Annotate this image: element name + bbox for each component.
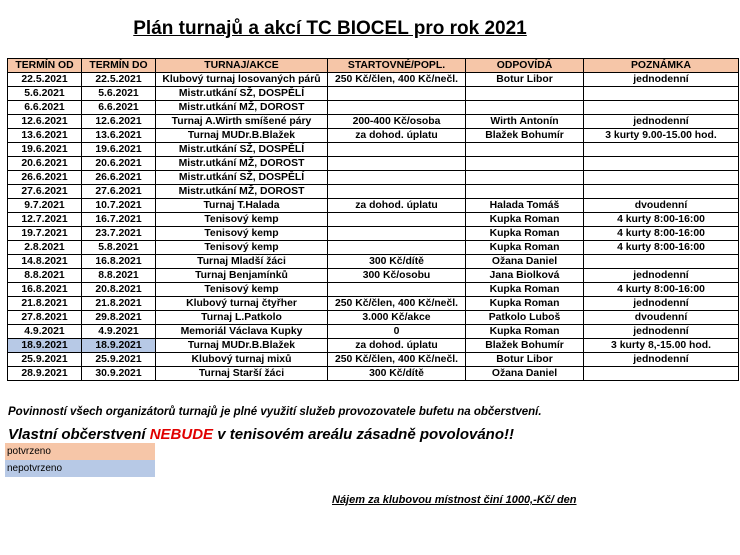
cell-odpovida: Patkolo Luboš [466,311,584,325]
cell-turnaj-akce: Mistr.utkání SŽ, DOSPĚLÍ [156,87,328,101]
cell-startovne: 300 Kč/osobu [328,269,466,283]
cell-startovne [328,143,466,157]
cell-termin-od: 18.9.2021 [8,339,82,353]
cell-poznamka: 3 kurty 8,-15.00 hod. [584,339,739,353]
cell-odpovida: Wirth Antonín [466,115,584,129]
cell-startovne: 300 Kč/dítě [328,255,466,269]
cell-turnaj-akce: Mistr.utkání MŽ, DOROST [156,101,328,115]
cell-termin-od: 5.6.2021 [8,87,82,101]
cell-startovne: 300 Kč/dítě [328,367,466,381]
legend-unconfirmed: nepotvrzeno [5,460,155,477]
cell-termin-od: 27.6.2021 [8,185,82,199]
cell-termin-od: 19.6.2021 [8,143,82,157]
cell-odpovida [466,143,584,157]
cell-odpovida [466,87,584,101]
table-row [8,297,739,311]
cell-poznamka [584,171,739,185]
cell-turnaj-akce: Turnaj L.Patkolo [156,311,328,325]
cell-turnaj-akce: Tenisový kemp [156,213,328,227]
cell-poznamka: 4 kurty 8:00-16:00 [584,283,739,297]
cell-termin-od: 22.5.2021 [8,73,82,87]
schedule-table [7,58,739,381]
cell-termin-do: 29.8.2021 [82,311,156,325]
table-row [8,241,739,255]
cell-startovne [328,171,466,185]
cell-turnaj-akce: Turnaj Benjamínků [156,269,328,283]
cell-termin-do: 16.7.2021 [82,213,156,227]
cell-odpovida: Botur Libor [466,353,584,367]
cell-startovne: 3.000 Kč/akce [328,311,466,325]
cell-termin-do: 20.6.2021 [82,157,156,171]
cell-termin-do: 8.8.2021 [82,269,156,283]
cell-odpovida: Kupka Roman [466,241,584,255]
cell-odpovida: Blažek Bohumír [466,129,584,143]
cell-startovne: 0 [328,325,466,339]
table-row [8,171,739,185]
cell-termin-od: 12.7.2021 [8,213,82,227]
cell-poznamka: dvoudenní [584,199,739,213]
cell-turnaj-akce: Klubový turnaj čtyřher [156,297,328,311]
cell-termin-do: 26.6.2021 [82,171,156,185]
cell-termin-od: 12.6.2021 [8,115,82,129]
cell-odpovida [466,157,584,171]
cell-poznamka: jednodenní [584,297,739,311]
cell-poznamka [584,255,739,269]
cell-poznamka [584,185,739,199]
cell-termin-od: 9.7.2021 [8,199,82,213]
cell-startovne [328,283,466,297]
cell-odpovida: Kupka Roman [466,297,584,311]
cell-termin-od: 8.8.2021 [8,269,82,283]
cell-turnaj-akce: Mistr.utkání MŽ, DOROST [156,185,328,199]
cell-odpovida: Ožana Daniel [466,367,584,381]
cell-odpovida [466,185,584,199]
table-row [8,353,739,367]
cell-termin-do: 25.9.2021 [82,353,156,367]
no-own-refreshments-text-1: Vlastní občerstvení [8,426,150,443]
table-row [8,157,739,171]
cell-poznamka: jednodenní [584,269,739,283]
cell-startovne: 250 Kč/člen, 400 Kč/nečl. [328,73,466,87]
cell-odpovida: Kupka Roman [466,283,584,297]
cell-turnaj-akce: Turnaj A.Wirth smíšené páry [156,115,328,129]
buffet-duty-note: Povinností všech organizátorů turnajů je plné využití služeb provozovatele bufetu na občerstvení. [8,406,542,418]
cell-termin-od: 14.8.2021 [8,255,82,269]
cell-termin-do: 10.7.2021 [82,199,156,213]
table-row [8,115,739,129]
cell-turnaj-akce: Klubový turnaj mixů [156,353,328,367]
cell-termin-do: 12.6.2021 [82,115,156,129]
cell-turnaj-akce: Turnaj Mladší žáci [156,255,328,269]
cell-poznamka: dvoudenní [584,311,739,325]
cell-startovne [328,241,466,255]
table-row [8,87,739,101]
table-row [8,227,739,241]
cell-startovne: za dohod. úplatu [328,199,466,213]
page-title: Plán turnajů a akcí TC BIOCEL pro rok 2021 [133,18,527,39]
table-row [8,199,739,213]
cell-poznamka: 3 kurty 9.00-15.00 hod. [584,129,739,143]
cell-turnaj-akce: Mistr.utkání SŽ, DOSPĚLÍ [156,171,328,185]
cell-poznamka: jednodenní [584,73,739,87]
cell-startovne: za dohod. úplatu [328,339,466,353]
cell-termin-od: 26.6.2021 [8,171,82,185]
cell-termin-do: 27.6.2021 [82,185,156,199]
header-turnaj-akce: TURNAJ/AKCE [156,59,328,73]
cell-odpovida: Botur Libor [466,73,584,87]
cell-turnaj-akce: Turnaj MUDr.B.Blažek [156,129,328,143]
cell-termin-od: 2.8.2021 [8,241,82,255]
table-row [8,185,739,199]
cell-termin-od: 16.8.2021 [8,283,82,297]
cell-turnaj-akce: Turnaj Starší žáci [156,367,328,381]
cell-odpovida: Ožana Daniel [466,255,584,269]
cell-termin-do: 16.8.2021 [82,255,156,269]
cell-odpovida: Halada Tomáš [466,199,584,213]
cell-odpovida: Jana Biolková [466,269,584,283]
cell-startovne: 250 Kč/člen, 400 Kč/nečl. [328,297,466,311]
header-odpovida: ODPOVÍDÁ [466,59,584,73]
no-own-refreshments-note [8,426,514,443]
cell-turnaj-akce: Mistr.utkání SŽ, DOSPĚLÍ [156,143,328,157]
table-row [8,129,739,143]
cell-termin-do: 5.6.2021 [82,87,156,101]
cell-poznamka: 4 kurty 8:00-16:00 [584,227,739,241]
cell-termin-od: 4.9.2021 [8,325,82,339]
cell-poznamka [584,157,739,171]
cell-termin-do: 4.9.2021 [82,325,156,339]
cell-poznamka: 4 kurty 8:00-16:00 [584,213,739,227]
cell-termin-do: 13.6.2021 [82,129,156,143]
cell-poznamka: jednodenní [584,325,739,339]
cell-termin-do: 22.5.2021 [82,73,156,87]
header-startovne: STARTOVNÉ/POPL. [328,59,466,73]
cell-odpovida: Kupka Roman [466,227,584,241]
table-row [8,143,739,157]
cell-termin-do: 19.6.2021 [82,143,156,157]
table-row [8,311,739,325]
table-row [8,213,739,227]
cell-turnaj-akce: Turnaj T.Halada [156,199,328,213]
cell-turnaj-akce: Tenisový kemp [156,227,328,241]
cell-turnaj-akce: Memoriál Václava Kupky [156,325,328,339]
table-header-row [8,59,739,73]
cell-termin-do: 23.7.2021 [82,227,156,241]
cell-termin-do: 30.9.2021 [82,367,156,381]
cell-startovne [328,227,466,241]
cell-startovne [328,157,466,171]
cell-termin-do: 18.9.2021 [82,339,156,353]
table-row [8,255,739,269]
cell-odpovida: Kupka Roman [466,325,584,339]
cell-startovne [328,213,466,227]
cell-poznamka [584,101,739,115]
cell-poznamka: 4 kurty 8:00-16:00 [584,241,739,255]
cell-startovne: 200-400 Kč/osoba [328,115,466,129]
table-row [8,101,739,115]
header-termin-od: TERMÍN OD [8,59,82,73]
cell-termin-od: 28.9.2021 [8,367,82,381]
legend-confirmed: potvrzeno [5,443,155,460]
cell-termin-od: 21.8.2021 [8,297,82,311]
cell-termin-od: 25.9.2021 [8,353,82,367]
cell-turnaj-akce: Turnaj MUDr.B.Blažek [156,339,328,353]
cell-termin-od: 19.7.2021 [8,227,82,241]
cell-termin-do: 20.8.2021 [82,283,156,297]
table-row [8,339,739,353]
cell-startovne [328,87,466,101]
cell-termin-od: 20.6.2021 [8,157,82,171]
cell-poznamka [584,143,739,157]
header-termin-do: TERMÍN DO [82,59,156,73]
cell-startovne: za dohod. úplatu [328,129,466,143]
room-rent-note: Nájem za klubovou místnost činí 1000,-Kč/ den [332,494,577,506]
no-own-refreshments-text-2: v tenisovém areálu zásadně povolováno!! [213,426,514,443]
cell-termin-do: 5.8.2021 [82,241,156,255]
cell-termin-do: 6.6.2021 [82,101,156,115]
cell-startovne [328,101,466,115]
header-poznamka: POZNÁMKA [584,59,739,73]
table-row [8,367,739,381]
cell-poznamka [584,87,739,101]
cell-startovne [328,185,466,199]
cell-odpovida [466,171,584,185]
cell-termin-od: 27.8.2021 [8,311,82,325]
cell-termin-od: 13.6.2021 [8,129,82,143]
cell-startovne: 250 Kč/člen, 400 Kč/nečl. [328,353,466,367]
cell-odpovida: Blažek Bohumír [466,339,584,353]
cell-turnaj-akce: Tenisový kemp [156,283,328,297]
cell-termin-do: 21.8.2021 [82,297,156,311]
cell-odpovida [466,101,584,115]
table-row [8,73,739,87]
table-row [8,269,739,283]
cell-termin-od: 6.6.2021 [8,101,82,115]
table-row [8,325,739,339]
cell-turnaj-akce: Mistr.utkání MŽ, DOROST [156,157,328,171]
cell-turnaj-akce: Tenisový kemp [156,241,328,255]
table-row [8,283,739,297]
cell-poznamka: jednodenní [584,115,739,129]
cell-turnaj-akce: Klubový turnaj losovaných párů [156,73,328,87]
no-own-refreshments-emphasis: NEBUDE [149,426,214,443]
cell-odpovida: Kupka Roman [466,213,584,227]
cell-poznamka [584,367,739,381]
cell-poznamka: jednodenní [584,353,739,367]
